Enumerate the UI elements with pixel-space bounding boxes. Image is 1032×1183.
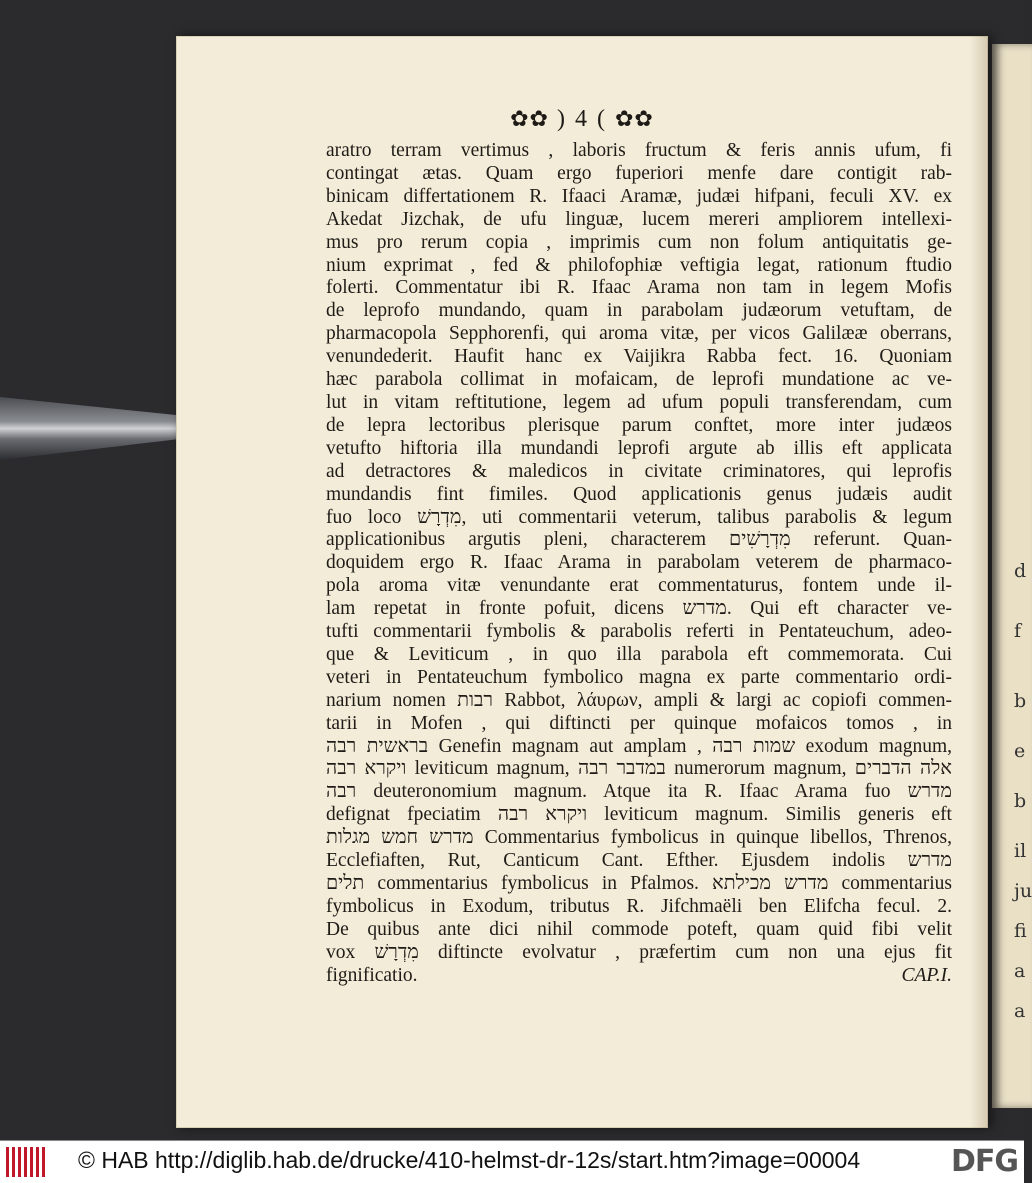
dfg-logo: DFG — [950, 1144, 1018, 1179]
next-page-edge — [992, 44, 1032, 1108]
text-line: de lepra lectoribus plerisque parum conftet, more inter judæos — [326, 414, 952, 436]
text-line: folerti. Commentatur ibi R. Ifaac Arama non tam in legem Mofis — [326, 277, 952, 299]
text-line: contingat ætas. Quam ergo fuperiori menfe dare contigit rab- — [326, 162, 952, 184]
text-line: tufti commentarii fymbolis & parabolis referti in Pentateuchum, adeo- — [326, 621, 952, 643]
next-page-glyph: d — [1014, 560, 1027, 582]
next-page-glyph: il — [1014, 840, 1027, 862]
text-line: defignat fpeciatim ויקרא רבה leviticum magnum. Similis generis eft — [326, 804, 952, 826]
catchword: CAP.I. — [901, 964, 952, 986]
text-line: ad detractores & maledicos in civitate criminatores, qui leprofis — [326, 460, 952, 482]
text-line: doquidem ergo R. Ifaac Arama in parabolam veterem de pharmaco- — [326, 552, 952, 574]
text-line: בראשית רבה Genefin magnam aut amplam , שמות רבה exodum magnum, — [326, 735, 952, 757]
next-page-glyph: f — [1014, 620, 1022, 642]
text-line: de leprofo mundando, quam in parabolam judæorum vetuftam, de — [326, 300, 952, 322]
next-page-glyph: a — [1014, 1000, 1026, 1022]
text-line: תלים commentarius fymbolicus in Pfalmos. מדרש מכילתא commentarius — [326, 873, 952, 894]
text-line: tarii in Mofen , qui diftincti per quinque mofaicos tomos , in — [326, 712, 952, 734]
text-line: veteri in Pentateuchum fymbolico magna ex parte commentario ordi- — [326, 666, 952, 688]
text-line: pharmacopola Sepphorenfi, qui aroma vitæ, per vicos Galilææ oberrans, — [326, 323, 952, 345]
next-page-glyph: b — [1014, 790, 1027, 812]
book-page — [176, 36, 988, 1128]
text-line: vetufto hiftoria illa mundandi leprofi argute ab illis eft applicata — [326, 437, 952, 459]
text-line: narium nomen רבות Rabbot, λάυρων, ampli & largi ac copiofi commen- — [326, 689, 952, 711]
text-line: Akedat Jizchak, de ufu linguæ, lucem mereri ampliorem intellexi- — [326, 208, 952, 230]
text-line: מדרש חמש מגלות Commentarius fymbolicus in quinque libellos, Threnos, — [326, 827, 952, 849]
copyright-url[interactable]: © HAB http://diglib.hab.de/drucke/410-helmst-dr-12s/start.htm?image=00004 — [78, 1147, 861, 1173]
text-line: fuo loco מִדְרָשׁ, uti commentarii veterum, talibus parabolis & legum — [326, 506, 952, 528]
text-line: fymbolicus in Exodum, tributus R. Jifchmaëli ben Elifcha fecul. 2. — [326, 895, 952, 917]
text-line: mus pro rerum copia , imprimis cum non folum antiquitatis ge- — [326, 231, 952, 253]
text-line: De quibus ante dici nihil commode poteft, quam quid fibi velit — [326, 918, 952, 940]
final-word: fignificatio. — [326, 964, 418, 986]
text-line: Ecclefiaften, Rut, Canticum Cant. Efther. Ejusdem indolis מדרש — [326, 850, 952, 872]
ornament-left-icon: ✿✿ — [510, 106, 549, 131]
text-line: vox מִדְרָשׁ diftincte evolvatur , præfertim cum non una ejus fit — [326, 941, 952, 963]
text-line: רבה deuteronomium magnum. Atque ita R. Ifaac Arama fuo מדרש — [326, 781, 952, 803]
text-line: mundandis fint fimiles. Quod applicationis genus judæis audit — [326, 483, 952, 505]
text-line: lam repetat in fronte pofuit, dicens מדרש. Qui eft character ve- — [326, 598, 952, 620]
text-line: que & Leviticum , in quo illa parabola eft commemorata. Cui — [326, 643, 952, 665]
text-line: lut in vitam reftitutione, legem ad ufum populi transferendam, cum — [326, 391, 952, 413]
footer-bar — [0, 1140, 1024, 1183]
text-line: venundederit. Haufit hanc ex Vaijikra Rabba fect. 16. Quoniam — [326, 346, 952, 368]
text-line-last — [326, 965, 952, 988]
page-header — [176, 106, 988, 133]
text-line: nium exprimat , fed & philofophiæ veftigia legat, rationum ftudio — [326, 254, 952, 276]
next-page-glyph: a — [1014, 960, 1026, 982]
page-number: ) 4 ( — [557, 106, 607, 132]
text-line: binicam differtationem R. Ifaaci Aramæ, judæi hifpani, feculi XV. ex — [326, 185, 952, 207]
barcode-icon — [6, 1147, 46, 1177]
body-text — [326, 140, 952, 988]
next-page-glyph: fi — [1014, 920, 1027, 942]
text-line: pola aroma vitæ venundante erat commentaturus, fontem unde il- — [326, 575, 952, 597]
next-page-glyph: e — [1014, 740, 1026, 762]
text-line: ויקרא רבה leviticum magnum, במדבר רבה numerorum magnum, אלה הדברים — [326, 758, 952, 780]
text-line: applicationibus argutis pleni, characterem מִדְרָשִׁים referunt. Quan- — [326, 529, 952, 551]
text-line: hæc parabola collimat in mofaicam, de leprofi mundatione ac ve- — [326, 369, 952, 391]
ornament-right-icon: ✿✿ — [614, 106, 654, 131]
next-page-glyph: b — [1014, 690, 1027, 712]
next-page-glyph: ju — [1014, 880, 1032, 902]
text-line: aratro terram vertimus , laboris fructum & feris annis ufum, fi — [326, 140, 952, 161]
